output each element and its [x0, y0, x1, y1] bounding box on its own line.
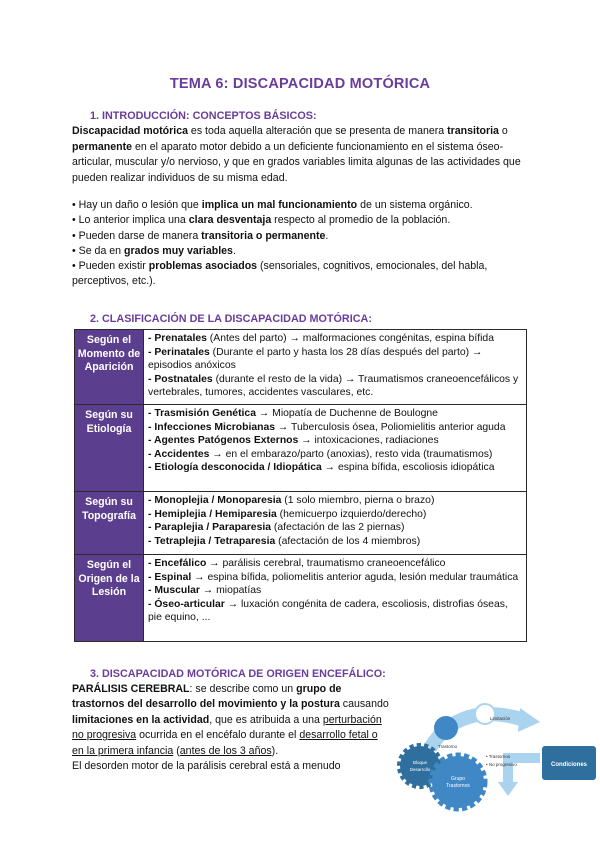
bullet-list	[72, 198, 532, 290]
list-label-2: • No progresivo	[486, 762, 517, 767]
gear-text-2: Grupo	[451, 776, 465, 782]
table-row	[75, 405, 527, 492]
node-circle	[475, 704, 495, 724]
table-row	[75, 330, 527, 405]
def-bold-1: transitoria	[447, 125, 499, 137]
row-content: - Prenatales (Antes del parto) → malformaciones congénitas, espina bífida - Perinatales (Durante el parto y hasta los 28 días después del parto) → episodios anóxicos - Postnatales (durante el resto de la vida) → Traumatismos craneoencefálicos y vertebrales, tumores, accidentes vasculares, etc.	[144, 330, 527, 405]
row-header: Según el Origen de la Lesión	[75, 555, 144, 642]
conditions-label: Condiciones	[550, 762, 588, 768]
node-circle	[434, 716, 458, 740]
section1-heading: 1. INTRODUCCIÓN: CONCEPTOS BÁSICOS:	[90, 110, 317, 122]
def-bold-2: permanente	[72, 140, 133, 153]
section3-heading: 3. DISCAPACIDAD MOTÓRICA DE ORIGEN ENCEFÁLICO:	[90, 668, 386, 680]
row-content: - Monoplejia / Monoparesia (1 solo miembro, pierna o brazo) - Hemiplejia / Hemiparesia (hemicuerpo izquierdo/derecho) - Paraplejia / Paraparesia (afectación de las 2 piernas) - Tetraplejia / Tetraparesia (afectación de los 4 miembros)	[144, 492, 527, 555]
classification-table	[74, 329, 527, 642]
table-row	[75, 492, 527, 555]
small-label-2: Limitación	[490, 716, 511, 721]
list-item: • Hay un daño o lesión que implica un mal funcionamiento de un sistema orgánico.	[72, 199, 473, 211]
list-item: • Lo anterior implica una clara desventaja respecto al promedio de la población.	[72, 214, 451, 227]
def-term: Discapacidad motórica	[72, 125, 188, 137]
gear-left-label: Desarrollo	[409, 767, 431, 772]
gear-text-1: Bloque	[412, 760, 428, 765]
row-content: - Encefálico → parálisis cerebral, traumatismo craneoencefálico - Espinal → espina bífida, poliomelitis anterior aguda, lesión medular traumática - Muscular → miopatías - Óseo-articular → luxación congénita de cadera, escoliosis, distrofias óseas, pie equino, ...	[144, 555, 527, 642]
row-header: Según el Momento de Aparición	[75, 330, 144, 405]
row-header: Según su Topografía	[75, 492, 144, 555]
page-title: TEMA 6: DISCAPACIDAD MOTÓRICA	[169, 76, 431, 92]
arrow-head	[498, 782, 518, 796]
row-header: Según su Etiología	[75, 405, 144, 492]
table-row	[75, 555, 527, 642]
concept-diagram	[390, 690, 600, 820]
def-text-2: o	[498, 125, 508, 137]
definition-paragraph	[72, 124, 528, 186]
list-item: • Pueden darse de manera transitoria o permanente.	[72, 229, 329, 242]
list-item: • Pueden existir problemas asociados (sensoriales, cognitivos, emocionales, del habla, perceptivos, etc.).	[72, 260, 488, 288]
row-content: - Trasmisión Genética → Miopatía de Duchenne de Boulogne - Infecciones Microbianas → Tuberculosis ósea, Poliomielitis anterior aguda - Agentes Patógenos Externos → intoxicaciones, radiaciones - Accidentes → en el embarazo/parto (anoxias), resto vida (traumatismos) - Etiología desconocida / Idiopática → espina bífida, escoliosis idiopática	[144, 405, 527, 492]
gear-center	[432, 756, 484, 808]
gear-center-label: Trastornos	[446, 783, 470, 789]
section2-heading: 2. CLASIFICACIÓN DE LA DISCAPACIDAD MOTÓRICA:	[90, 313, 372, 325]
paralysis-paragraph: PARÁLISIS CEREBRAL: se describe como un grupo de trastornos del desarrollo del movimiento y la postura causando limitaciones en la actividad, que es atribuida a una perturbación no progresiva ocurrida en el encéfalo durante el desarrollo fetal o en la primera infancia (antes de los 3 años). El desorden motor de la parálisis cerebral está a menudo	[72, 683, 389, 773]
small-label-1: Trastorno	[438, 744, 458, 749]
arrow-head	[518, 708, 540, 732]
list-label-1: • Trastornos	[486, 754, 511, 759]
def-text-3: en el aparato motor debido a un deficiente funcionamiento en el sistema óseo- articular, muscular y/o nervioso, y que en grados variables limita algunas de las actividades que pueden realizar individuos de su misma edad.	[72, 140, 521, 184]
list-item: • Se da en grados muy variables.	[72, 244, 236, 257]
def-text-1: es toda aquella alteración que se presenta de manera	[187, 125, 448, 137]
